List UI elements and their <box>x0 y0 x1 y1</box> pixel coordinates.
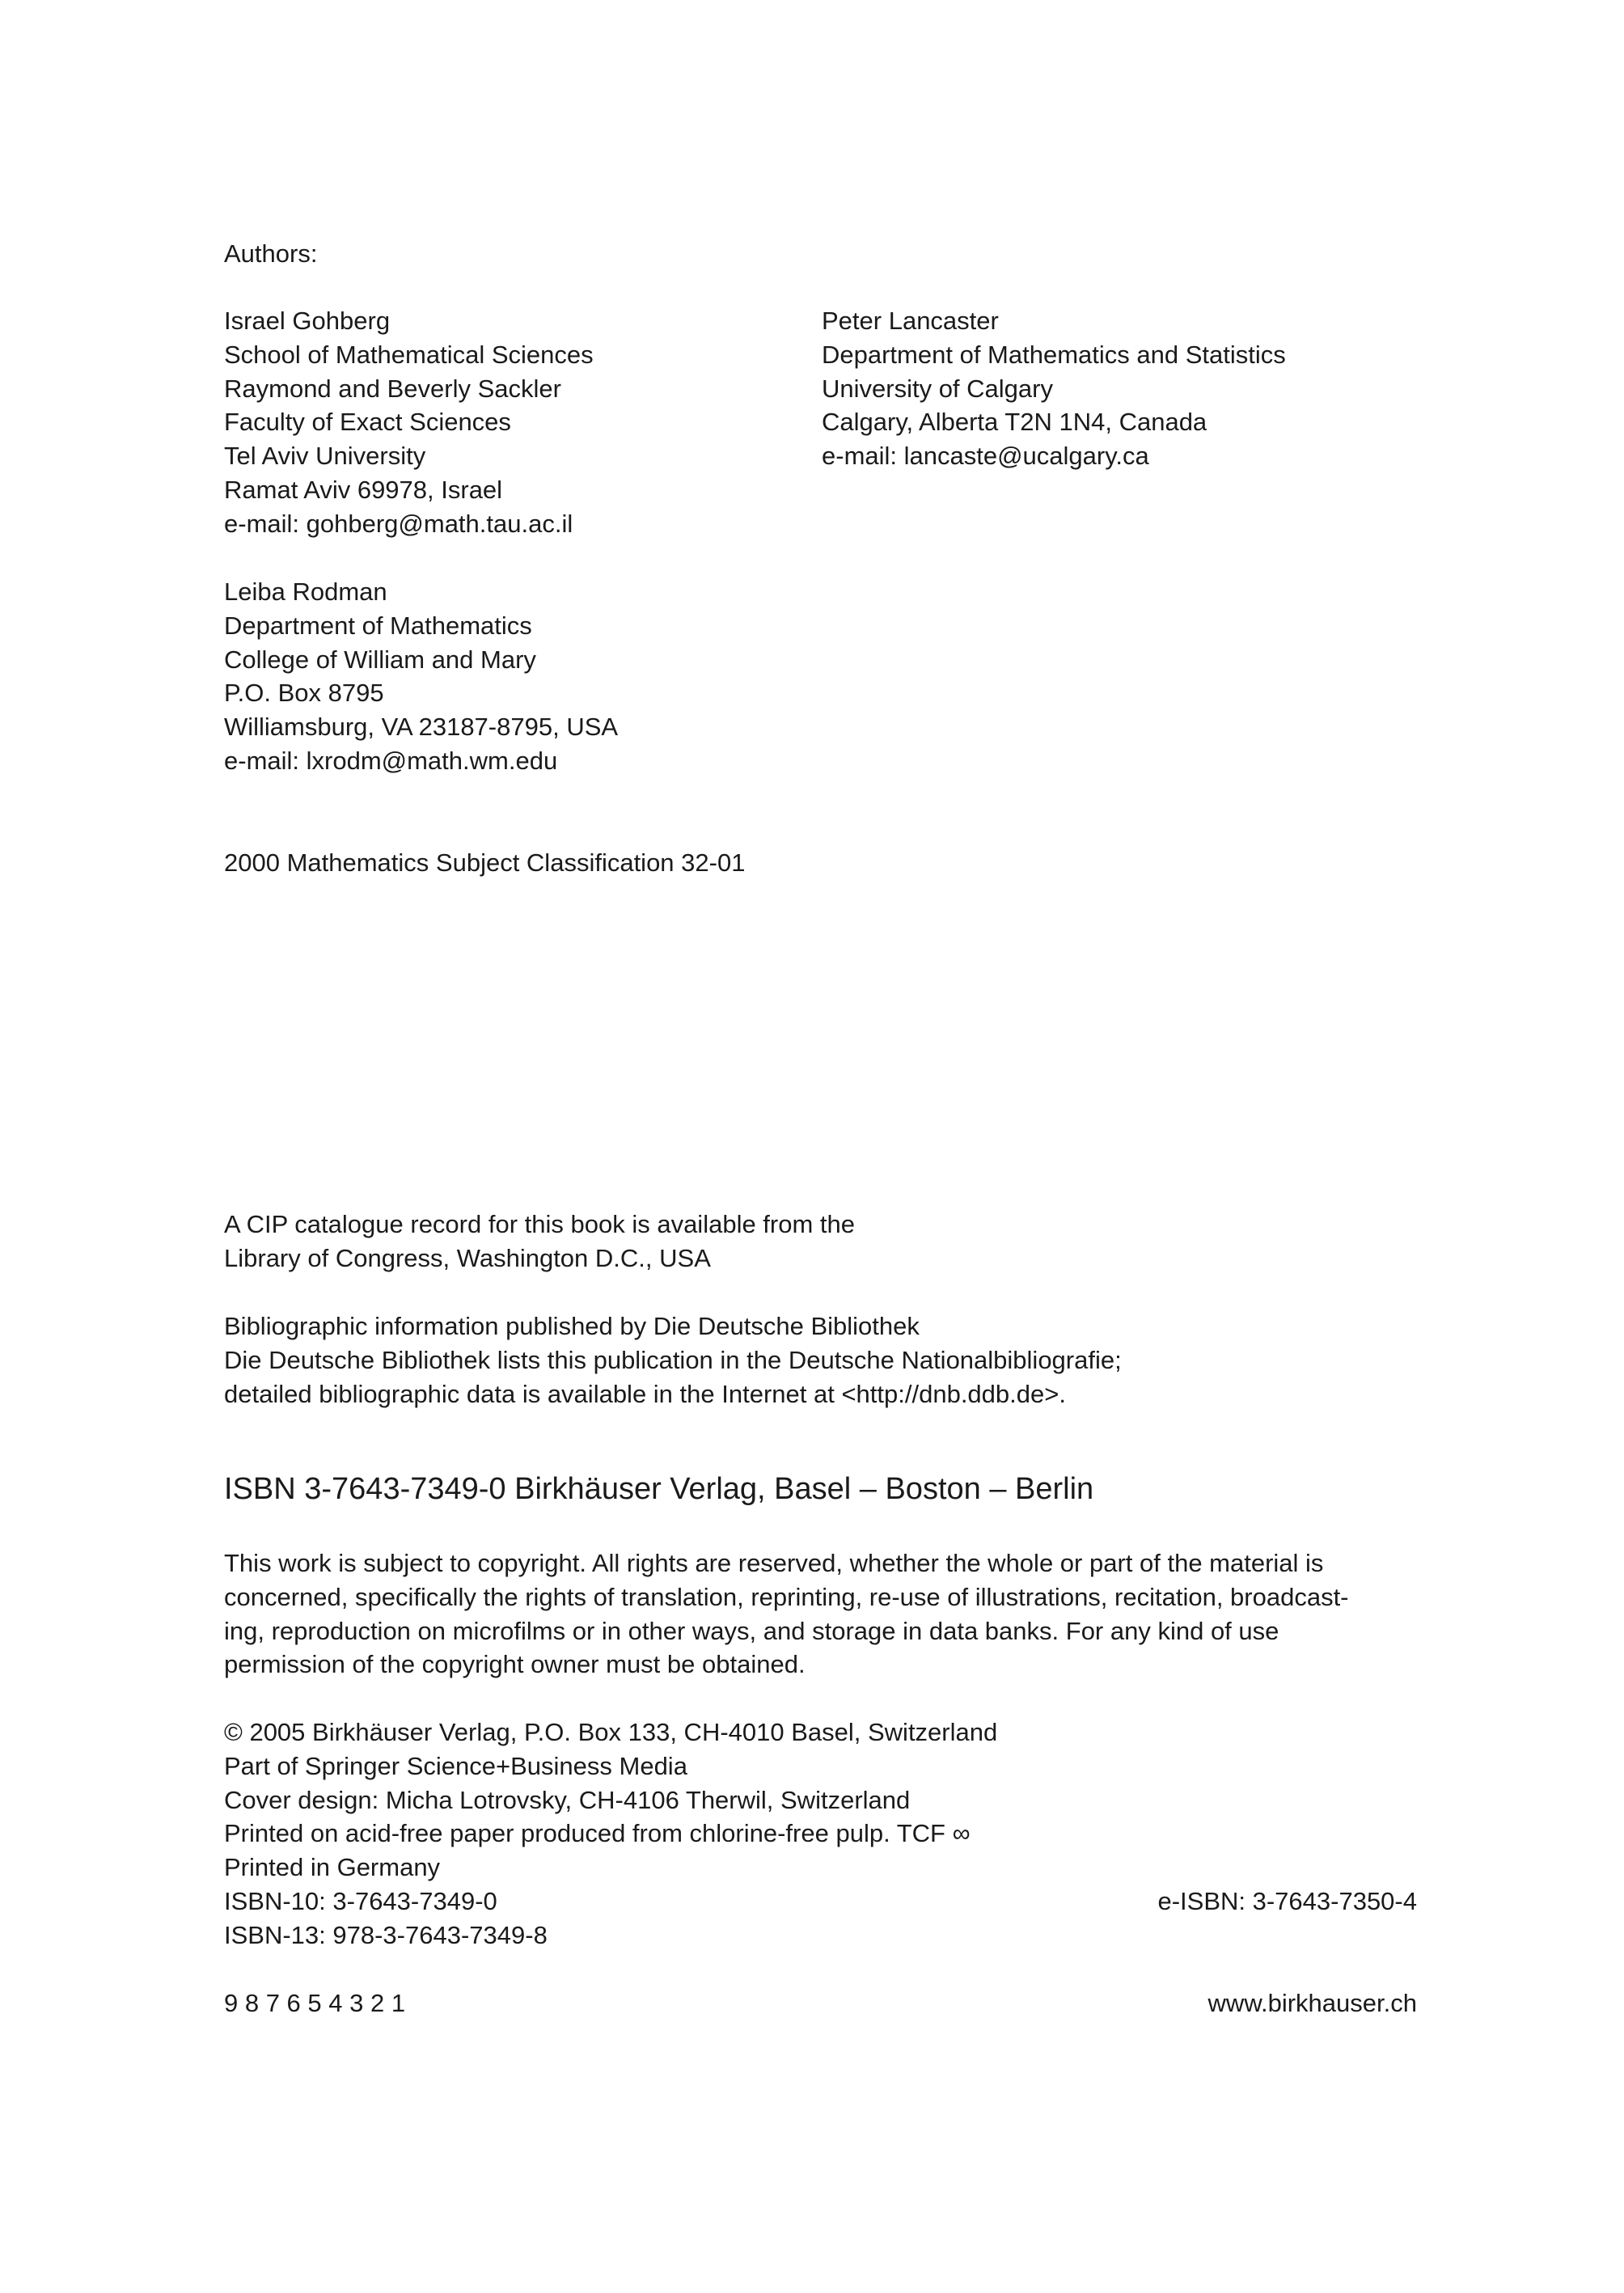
website-link[interactable]: www.birkhauser.ch <box>1207 1989 1417 2017</box>
isbn-title: ISBN 3-7643-7349-0 Birkhäuser Verlag, Basel – Boston – Berlin <box>224 1472 1094 1506</box>
publisher-copyright: © 2005 Birkhäuser Verlag, P.O. Box 133, CH-4010 Basel, Switzerland <box>224 1718 998 1746</box>
author-email: e-mail: lancaste@ucalgary.ca <box>822 442 1149 471</box>
cip-line: Library of Congress, Washington D.C., USA <box>224 1243 711 1272</box>
author-address-line: Williamsburg, VA 23187-8795, USA <box>224 713 619 742</box>
e-isbn-text: e-ISBN: 3-7643-7350-4 <box>1157 1887 1417 1915</box>
isbn-10: ISBN-10: 3-7643-7349-0 <box>224 1886 497 1915</box>
isbn-heading <box>224 1470 1093 1508</box>
author-affiliation-line: Faculty of Exact Sciences <box>224 408 511 437</box>
classification-text: 2000 Mathematics Subject Classification 32-01 <box>224 848 746 877</box>
author-affiliation-line: Department of Mathematics and Statistics <box>822 340 1286 369</box>
bibliographic-line: Bibliographic information published by Die Deutsche Bibliothek <box>224 1312 920 1340</box>
author-rodman <box>224 575 618 778</box>
author-address-line: P.O. Box 8795 <box>224 679 384 708</box>
author-affiliation-line: Tel Aviv University <box>224 442 426 471</box>
print-line <box>224 1986 405 2020</box>
authors-section <box>224 237 317 271</box>
bibliographic-line: Die Deutsche Bibliothek lists this publication in the Deutsche Nationalbibliografie; <box>224 1345 1122 1374</box>
author-gohberg <box>224 304 594 541</box>
print-line-text: 9 8 7 6 5 4 3 2 1 <box>224 1989 406 2017</box>
printed-in: Printed in Germany <box>224 1853 441 1882</box>
copyright-line: permission of the copyright owner must be obtained. <box>224 1650 806 1679</box>
author-affiliation-line: Raymond and Beverly Sackler <box>224 374 561 403</box>
author-affiliation-line: College of William and Mary <box>224 645 536 674</box>
author-email: e-mail: lxrodm@math.wm.edu <box>224 746 558 775</box>
authors-label: Authors: <box>224 239 318 268</box>
copyright-line: This work is subject to copyright. All rights are reserved, whether the whole or part of the material is <box>224 1549 1324 1577</box>
author-affiliation-line: University of Calgary <box>822 374 1053 403</box>
author-affiliation-line: School of Mathematical Sciences <box>224 340 594 369</box>
publisher-website <box>1208 1986 1417 2020</box>
bibliographic-info <box>224 1309 1122 1411</box>
author-address-line: Calgary, Alberta T2N 1N4, Canada <box>822 408 1207 437</box>
isbn-13: ISBN-13: 978-3-7643-7349-8 <box>224 1920 548 1949</box>
copyright-line: ing, reproduction on microfilms or in other ways, and storage in data banks. For any kind of use <box>224 1616 1279 1645</box>
e-isbn <box>1157 1885 1417 1919</box>
paper-info: Printed on acid-free paper produced from chlorine-free pulp. TCF ∞ <box>224 1819 971 1848</box>
author-name: Israel Gohberg <box>224 307 391 335</box>
author-affiliation-line: Department of Mathematics <box>224 611 532 640</box>
cover-design-credit: Cover design: Micha Lotrovsky, CH-4106 Therwil, Switzerland <box>224 1785 911 1814</box>
publisher-info <box>224 1716 997 1952</box>
publisher-group: Part of Springer Science+Business Media <box>224 1751 687 1780</box>
author-name: Peter Lancaster <box>822 307 999 335</box>
bibliographic-line: detailed bibliographic data is available in the Internet at <http://dnb.ddb.de>. <box>224 1379 1066 1408</box>
author-email: e-mail: gohberg@math.tau.ac.il <box>224 509 573 538</box>
subject-classification <box>224 846 745 880</box>
author-lancaster <box>822 304 1286 473</box>
copyright-line: concerned, specifically the rights of translation, reprinting, re-use of illustrations, recitation, broadcast- <box>224 1582 1349 1611</box>
copyright-notice <box>224 1546 1349 1682</box>
author-name: Leiba Rodman <box>224 577 387 606</box>
author-address-line: Ramat Aviv 69978, Israel <box>224 475 503 504</box>
cip-line: A CIP catalogue record for this book is available from the <box>224 1210 856 1238</box>
cip-record <box>224 1208 855 1276</box>
